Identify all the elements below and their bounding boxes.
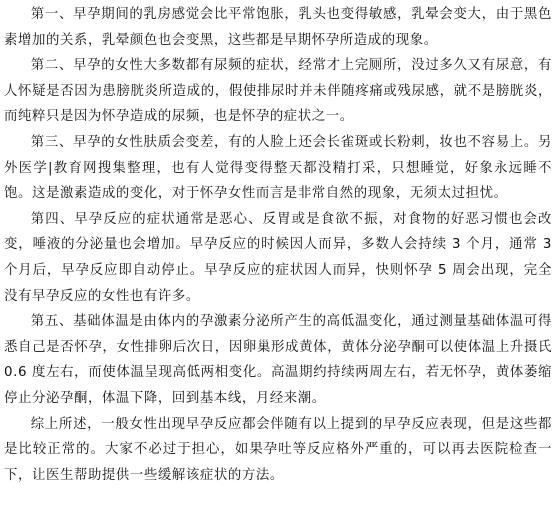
paragraph-skin-changes: 第三、早孕的女性肤质会变差，有的人脸上还会长雀斑或长粉刺，妆也不容易上。另外医学|教育网搜集整理，也有人觉得变得整天都没精打采，只想睡觉，好象永远睡不饱。这是激素造成的变化，对于怀孕女性而言是非常自然的现象，无须太过担忧。: [4, 134, 552, 202]
paragraph-breast-changes: 第一、早孕期间的乳房感觉会比平常饱胀，乳头也变得敏感，乳晕会变大，由于黑色素增加的关系，乳晕颜色也会变黑，这些都是早期怀孕所造成的现象。: [4, 7, 552, 48]
paragraph-frequent-urination: 第二、早孕的女性大多数都有尿频的症状，经常才上完厕所，没过多久又有尿意，有人怀疑是否因为患膀胱炎所造成的，假使排尿时并未伴随疼痛或残尿感，就不是膀胱炎，而纯粹只是因为怀孕造成的尿频，也是怀孕的症状之一。: [4, 58, 552, 125]
paragraph-conclusion: 综上所述，一般女性出现早孕反应都会伴随有以上提到的早孕反应表现，但是这些都是比较正常的。大家不必过于担心，如果孕吐等反应格外严重的，可以再去医院检查一下，让医生帮助提供一些缓解该症状的方法。: [4, 416, 552, 483]
paragraph-morning-sickness: 第四、早孕反应的症状通常是恶心、反胃或是食欲不振，对食物的好恶习惯也会改变，唾液的分泌量也会增加。早孕反应的时候因人而异，多数人会持续 3 个月，通常 3 个月后，早孕反应即自动停止。早孕反应的症状因人而异，快则怀孕 5 周会出现，完全没有早孕反应的女性也有许多。: [4, 211, 552, 304]
paragraph-basal-body-temperature: 第五、基础体温是由体内的孕激素分泌所产生的高低温变化，通过测量基础体温可得悉自己是否怀孕，女性排卵后次日，因卵巢形成黄体，黄体分泌孕酮可以使体温上升摄氏 0.6 度左右，而使体温呈现高低两相变化。高温期约持续两周左右，若无怀孕，黄体萎缩停止分泌孕酮，体温下降，回到基本线，月经来潮。: [4, 314, 552, 406]
